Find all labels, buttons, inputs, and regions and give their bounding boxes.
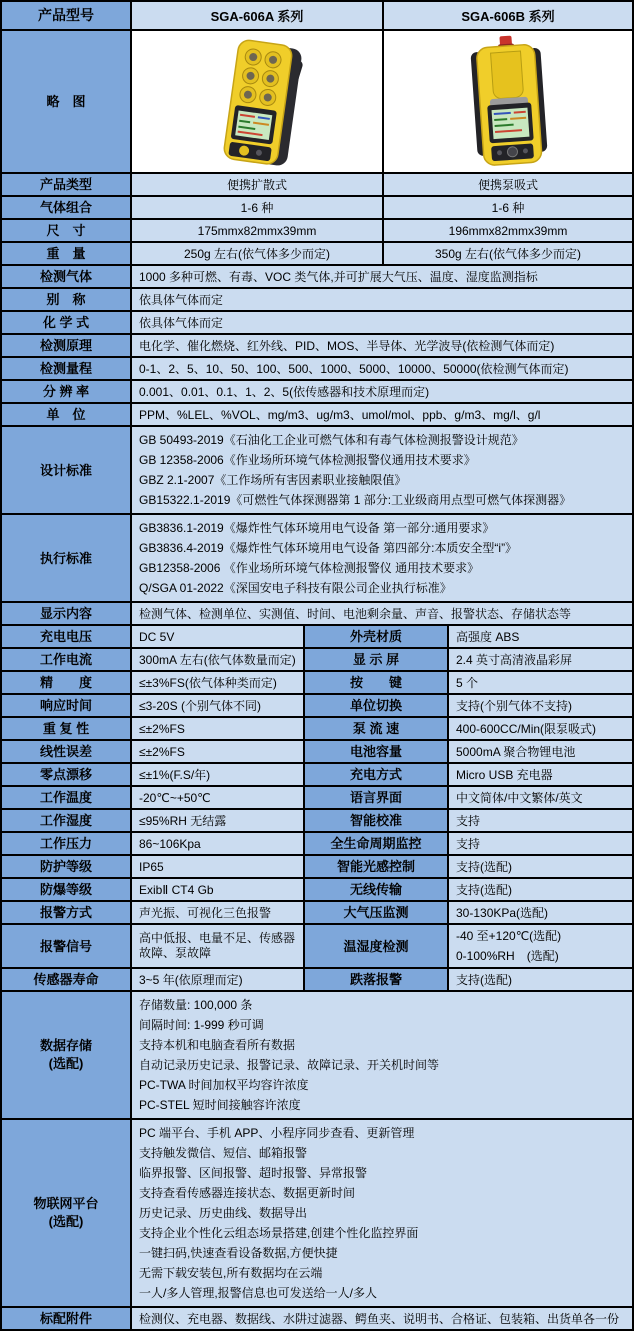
header-label: 产品型号 xyxy=(2,2,130,29)
spec-value: IP65 xyxy=(130,856,303,877)
spec-value-a: 175mmx82mmx39mm xyxy=(130,220,382,241)
table-row xyxy=(2,218,632,241)
spec-value-multiline xyxy=(447,925,632,967)
spec-value: PPM、%LEL、%VOL、mg/m3、ug/m3、umol/mol、ppb、g/m3、mg/l、g/l xyxy=(130,404,632,425)
spec-value-b: 1-6 种 xyxy=(382,197,632,218)
standard-line: GBZ 2.1-2007《工作场所有害因素职业接触限值》 xyxy=(139,473,407,487)
standard-line: Q/SGA 01-2022《深国安电子科技有限公司企业执行标准》 xyxy=(139,581,452,595)
spec-value: ≤3-20S (个别气体不同) xyxy=(130,695,303,716)
spec-value: 5 个 xyxy=(447,672,632,693)
feature-line: 一键扫码,快速查看设备数据,方便快捷 xyxy=(139,1246,338,1260)
table-row xyxy=(2,716,632,739)
table-header-row xyxy=(2,2,632,29)
spec-value-a: 便携扩散式 xyxy=(130,174,382,195)
spec-value: Micro USB 充电器 xyxy=(447,764,632,785)
data-storage-row xyxy=(2,990,632,1118)
spec-value: 支持(选配) xyxy=(447,856,632,877)
exec-standards-list xyxy=(130,515,632,601)
table-row xyxy=(2,900,632,923)
row-label: 报警信号 xyxy=(2,925,130,967)
feature-line: PC-STEL 短时间接触容许浓度 xyxy=(139,1098,301,1112)
spec-value-b: 便携泵吸式 xyxy=(382,174,632,195)
spec-line: 0-100%RH (选配) xyxy=(456,949,559,963)
accessories-row xyxy=(2,1306,632,1329)
table-row xyxy=(2,785,632,808)
spec-value-a: 250g 左右(依气体多少而定) xyxy=(130,243,382,264)
row-label: 单 位 xyxy=(2,404,130,425)
feature-line: 支持查看传感器连接状态、数据更新时间 xyxy=(139,1186,356,1200)
row-label: 精 度 xyxy=(2,672,130,693)
spec-value: 高中低报、电量不足、传感器故障、泵故障 xyxy=(130,925,303,967)
feature-line: 支持企业个性化云组态场景搭建,创建个性化监控界面 xyxy=(139,1226,419,1240)
row-label: 大气压监测 xyxy=(303,902,447,923)
row-label: 别 称 xyxy=(2,289,130,310)
table-row xyxy=(2,808,632,831)
row-label: 充电方式 xyxy=(303,764,447,785)
row-label: 电池容量 xyxy=(303,741,447,762)
table-row xyxy=(2,333,632,356)
row-label-line: 数据存储 xyxy=(39,1038,92,1053)
spec-value: DC 5V xyxy=(130,626,303,647)
table-row xyxy=(2,693,632,716)
table-row xyxy=(2,831,632,854)
spec-value: ≤±1%(F.S/年) xyxy=(130,764,303,785)
spec-value: 依具体气体而定 xyxy=(130,289,632,310)
design-standards-list xyxy=(130,427,632,513)
feature-line: 临界报警、区间报警、超时报警、异常报警 xyxy=(139,1166,368,1180)
row-label: 语言界面 xyxy=(303,787,447,808)
spec-value: 支持 xyxy=(447,833,632,854)
device-b-image xyxy=(382,31,632,172)
table-row xyxy=(2,172,632,195)
row-label: 智能校准 xyxy=(303,810,447,831)
feature-line: 间隔时间: 1-999 秒可调 xyxy=(139,1018,264,1032)
standard-line: GB 50493-2019《石油化工企业可燃气体和有毒气体检测报警设计规范》 xyxy=(139,433,524,447)
spec-value: 86~106Kpa xyxy=(130,833,303,854)
row-label: 重 复 性 xyxy=(2,718,130,739)
table-row xyxy=(2,379,632,402)
row-label: 尺 寸 xyxy=(2,220,130,241)
table-row xyxy=(2,402,632,425)
design-standards-row xyxy=(2,425,632,513)
standard-line: GB3836.1-2019《爆炸性气体环境用电气设备 第一部分:通用要求》 xyxy=(139,521,495,535)
spec-value: 0.001、0.01、0.1、1、2、5(依传感器和技术原理而定) xyxy=(130,381,632,402)
spec-value: ≤±2%FS xyxy=(130,741,303,762)
spec-value: 2.4 英寸高清液晶彩屏 xyxy=(447,649,632,670)
row-label: 显 示 屏 xyxy=(303,649,447,670)
spec-value: -20℃~+50℃ xyxy=(130,787,303,808)
spec-value-b: 196mmx82mmx39mm xyxy=(382,220,632,241)
table-row xyxy=(2,601,632,624)
row-label: 检测气体 xyxy=(2,266,130,287)
row-label: 设计标准 xyxy=(2,427,130,513)
table-row xyxy=(2,356,632,379)
standard-line: GB 12358-2006《作业场所环境气体检测报警仪通用技术要求》 xyxy=(139,453,476,467)
row-label: 防护等级 xyxy=(2,856,130,877)
feature-line: PC-TWA 时间加权平均容许浓度 xyxy=(139,1078,309,1092)
feature-line: 自动记录历史记录、报警记录、故障记录、开关机时间等 xyxy=(139,1058,440,1072)
row-label: 产品类型 xyxy=(2,174,130,195)
spec-value: ≤95%RH 无结露 xyxy=(130,810,303,831)
spec-value: 检测仪、充电器、数据线、水阱过滤器、鳄鱼夹、说明书、合格证、包装箱、出货单各一份 xyxy=(130,1308,632,1329)
row-label: 显示内容 xyxy=(2,603,130,624)
exec-standards-row xyxy=(2,513,632,601)
spec-value: 300mA 左右(依气体数量而定) xyxy=(130,649,303,670)
table-row xyxy=(2,670,632,693)
row-label-line: (选配) xyxy=(48,1056,84,1071)
row-label: 分 辨 率 xyxy=(2,381,130,402)
row-label: 标配附件 xyxy=(2,1308,130,1329)
row-label: 气体组合 xyxy=(2,197,130,218)
spec-value: 中文简体/中文繁体/英文 xyxy=(447,787,632,808)
feature-line: 一人/多人管理,报警信息也可发送给一人/多人 xyxy=(139,1286,378,1300)
spec-value: 支持(个别气体不支持) xyxy=(447,695,632,716)
row-label: 重 量 xyxy=(2,243,130,264)
row-label xyxy=(2,992,130,1118)
row-label: 工作温度 xyxy=(2,787,130,808)
iot-platform-row xyxy=(2,1118,632,1306)
table-row xyxy=(2,241,632,264)
table-row xyxy=(2,195,632,218)
storage-feature-list xyxy=(130,992,632,1118)
table-row xyxy=(2,762,632,785)
row-label: 泵 流 速 xyxy=(303,718,447,739)
row-label: 响应时间 xyxy=(2,695,130,716)
row-label: 零点漂移 xyxy=(2,764,130,785)
sketch-row xyxy=(2,29,632,172)
row-label: 报警方式 xyxy=(2,902,130,923)
row-label: 无线传输 xyxy=(303,879,447,900)
standard-line: GB12358-2006 《作业场所环境气体检测报警仪 通用技术要求》 xyxy=(139,561,480,575)
table-row xyxy=(2,877,632,900)
table-row xyxy=(2,854,632,877)
row-label: 线性误差 xyxy=(2,741,130,762)
spec-value: 3~5 年(依原理而定) xyxy=(130,969,303,990)
table-row xyxy=(2,264,632,287)
row-label: 单位切换 xyxy=(303,695,447,716)
spec-value: 支持(选配) xyxy=(447,969,632,990)
row-label-line: 物联网平台 xyxy=(33,1196,99,1211)
spec-value: ≤±3%FS(依气体种类而定) xyxy=(130,672,303,693)
row-label: 温湿度检测 xyxy=(303,925,447,967)
spec-value: 高强度 ABS xyxy=(447,626,632,647)
row-label: 执行标准 xyxy=(2,515,130,601)
header-model-a: SGA-606A 系列 xyxy=(130,2,382,29)
row-label: 充电电压 xyxy=(2,626,130,647)
row-label: 防爆等级 xyxy=(2,879,130,900)
row-label: 跌落报警 xyxy=(303,969,447,990)
alarm-signal-row xyxy=(2,923,632,967)
standard-line: GB15322.1-2019《可燃性气体探测器第 1 部分:工业级商用点型可燃气体探测器》 xyxy=(139,493,572,507)
spec-value: 声光振、可视化三色报警 xyxy=(130,902,303,923)
spec-value: 5000mA 聚合物锂电池 xyxy=(447,741,632,762)
spec-value: 30-130KPa(选配) xyxy=(447,902,632,923)
iot-feature-list xyxy=(130,1120,632,1306)
gas-detector-diffusion-icon xyxy=(187,34,327,170)
row-label: 工作湿度 xyxy=(2,810,130,831)
row-label: 化 学 式 xyxy=(2,312,130,333)
table-row xyxy=(2,310,632,333)
table-row xyxy=(2,647,632,670)
feature-line: 存储数量: 100,000 条 xyxy=(139,998,253,1012)
table-row xyxy=(2,287,632,310)
spec-value: 0-1、2、5、10、50、100、500、1000、5000、10000、50000(依检测气体而定) xyxy=(130,358,632,379)
gas-detector-pump-icon xyxy=(438,34,578,170)
feature-line: 支持触发微信、短信、邮箱报警 xyxy=(139,1146,308,1160)
row-label: 智能光感控制 xyxy=(303,856,447,877)
spec-value: ≤±2%FS xyxy=(130,718,303,739)
spec-value-a: 1-6 种 xyxy=(130,197,382,218)
spec-value: 依具体气体而定 xyxy=(130,312,632,333)
row-label-line: (选配) xyxy=(48,1214,84,1229)
feature-line: 无需下载安装包,所有数据均在云端 xyxy=(139,1266,323,1280)
table-row xyxy=(2,624,632,647)
feature-line: 历史记录、历史曲线、数据导出 xyxy=(139,1206,308,1220)
spec-value: 支持 xyxy=(447,810,632,831)
spec-value-b: 350g 左右(依气体多少而定) xyxy=(382,243,632,264)
device-a-image xyxy=(130,31,382,172)
row-label: 工作电流 xyxy=(2,649,130,670)
standard-line: GB3836.4-2019《爆炸性气体环境用电气设备 第四部分:本质安全型“i”》 xyxy=(139,541,518,555)
row-label: 传感器寿命 xyxy=(2,969,130,990)
feature-line: 支持本机和电脑查看所有数据 xyxy=(139,1038,296,1052)
spec-value: 检测气体、检测单位、实测值、时间、电池剩余量、声音、报警状态、存储状态等 xyxy=(130,603,632,624)
feature-line: PC 端平台、手机 APP、小程序同步查看、更新管理 xyxy=(139,1126,415,1140)
spec-value: 1000 多种可燃、有毒、VOC 类气体,并可扩展大气压、温度、湿度监测指标 xyxy=(130,266,632,287)
table-row xyxy=(2,967,632,990)
spec-value: 400-600CC/Min(限泵吸式) xyxy=(447,718,632,739)
header-model-b: SGA-606B 系列 xyxy=(382,2,632,29)
row-label: 检测量程 xyxy=(2,358,130,379)
row-label: 按 键 xyxy=(303,672,447,693)
table-row xyxy=(2,739,632,762)
row-label: 外壳材质 xyxy=(303,626,447,647)
row-label: 全生命周期监控 xyxy=(303,833,447,854)
spec-value: 电化学、催化燃烧、红外线、PID、MOS、半导体、光学波导(依检测气体而定) xyxy=(130,335,632,356)
spec-value: ExibⅡ CT4 Gb xyxy=(130,879,303,900)
row-label: 检测原理 xyxy=(2,335,130,356)
sketch-label: 略 图 xyxy=(2,31,130,172)
spec-line: -40 至+120℃(选配) xyxy=(456,929,562,943)
spec-value: 支持(选配) xyxy=(447,879,632,900)
row-label xyxy=(2,1120,130,1306)
row-label: 工作压力 xyxy=(2,833,130,854)
